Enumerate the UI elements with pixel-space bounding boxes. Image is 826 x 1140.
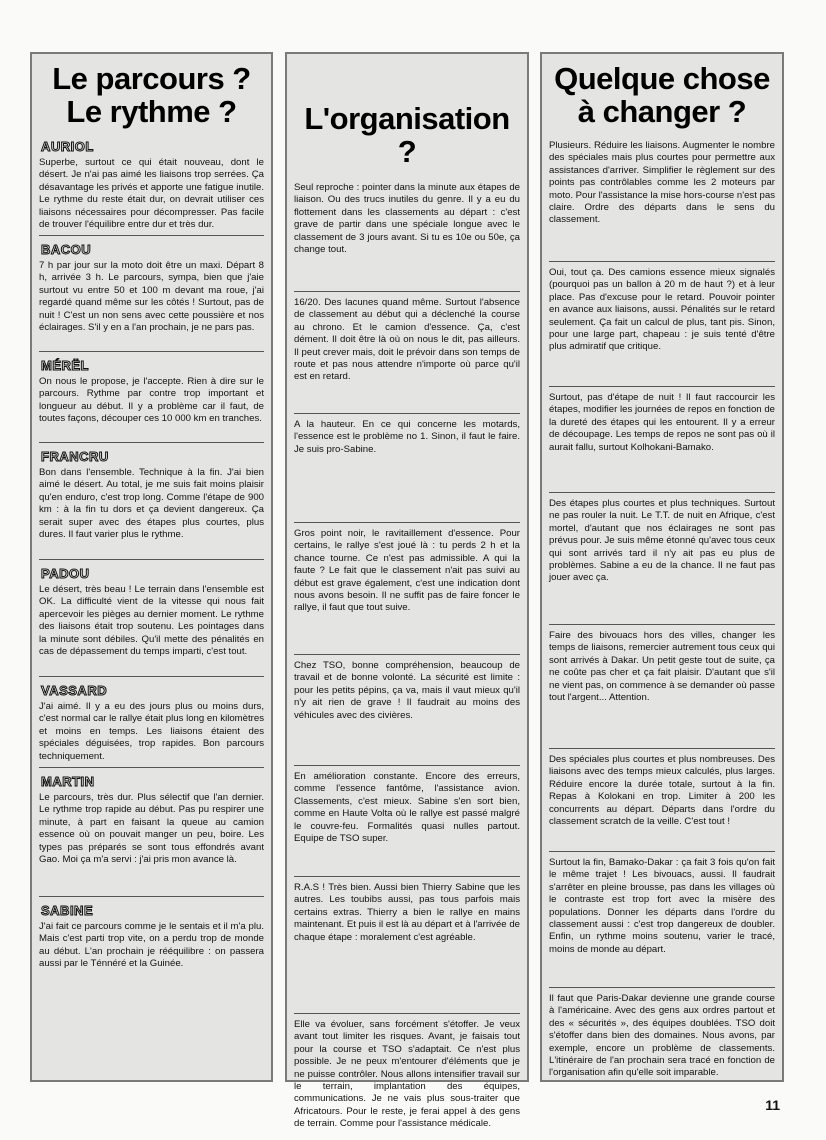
entry-merel — [39, 357, 264, 437]
rider-name: SABINE — [41, 903, 94, 918]
column-parcours — [30, 52, 273, 1082]
changer-entry — [549, 754, 775, 846]
entry-text: J'ai fait ce parcours comme je le sentais et il m'a plu. Mais c'est parti trop vite, on a perdu trop de monde au début. L'an prochain je rééquilibre : on passera aussi par le Ténnéré et la Guinée. — [39, 921, 264, 970]
divider — [39, 896, 264, 897]
divider — [294, 876, 520, 877]
divider — [39, 442, 264, 443]
entry-text: Faire des bivouacs hors des villes, changer les temps de liaisons, remercier autrement tous ceux qui sont arrivés à Dakar. Un petit geste tout de suite, ça ne coûte pas cher et ça fait plaisir. D'autant que s'il ne vient pas, on commence à se demander où passe tout l'argent... Attention. — [549, 630, 775, 704]
organisation-entry — [294, 182, 520, 286]
entry-martin — [39, 773, 264, 891]
entry-text: Des étapes plus courtes et plus techniques. Surtout ne pas rouler la nuit. Le T.T. de nuit en Afrique, c'est mortel, d'autant que nos éclairages ne sont pas prévus pour. Je suis même étonné qu'avec tous ceux qui sont arrivés tard il n'y ait pas eu plus de problèmes. Sabine a eu de la chance. Il ne faut pas jouer avec ça. — [549, 498, 775, 584]
divider — [294, 1013, 520, 1014]
entry-text: Bon dans l'ensemble. Technique à la fin. J'ai bien aimé le désert. Au total, je me suis fait moins plaisir qu'en enduro, c'est trop long. Comme l'étape de 900 km : à la fin tu dors et ça devient dangereux. Ça serait super avec des étapes plus courtes, plus dures. Il faut varier plus le rythme. — [39, 467, 264, 541]
organisation-entry — [294, 419, 520, 517]
divider — [549, 851, 775, 852]
entry-text: Chez TSO, bonne compréhension, beaucoup de travail et de bonne volonté. La sécurité est limite : pour les petits pépins, ça va, mais il vaut mieux qu'il n'y ait rien de grave ! Il faudrait au moins des véhicules avec des civières. — [294, 660, 520, 721]
rider-name: PADOU — [41, 566, 90, 581]
divider — [549, 492, 775, 493]
entry-text: Oui, tout ça. Des camions essence mieux signalés (pourquoi pas un ballon à 20 m de haut ?) et à leur place. Pas d'excuse pour le retard. Pouvoir pointer en avance aux liaisons, aussi. Pénalités sur le retard seulement. Ça fait un calcul de plus, tant pis. Sinon, pour une large part, chapeau : je suis tenté d'être plus admiratif que critique. — [549, 267, 775, 353]
organisation-entry — [294, 528, 520, 649]
entry-text: Le parcours, très dur. Plus sélectif que l'an dernier. Le rythme trop rapide au début. Pas pu respirer une minute, à part en faisant la queue au camion essence où on pouvait manger un peu, boire. Les types pas préparés se sont tous effondrés avant Gao. Moi ça m'a servi : j'ai pris mon avance là. — [39, 792, 264, 866]
entry-text: Des spéciales plus courtes et plus nombreuses. Des liaisons avec des temps mieux calculés, plus larges. Réduire encore la durée totale, surtout à la fin. Repas à Kolokani en trop. Limiter à 200 les concurrents au départ. Départs dans l'ordre du classement scratch de la veille. C'est tout ! — [549, 754, 775, 828]
divider — [549, 987, 775, 988]
organisation-entry — [294, 1019, 520, 1131]
divider — [39, 559, 264, 560]
rider-name: AURIOL — [41, 139, 94, 154]
changer-entry — [549, 140, 775, 256]
entry-vassard — [39, 682, 264, 762]
entry-text: Superbe, surtout ce qui était nouveau, dont le désert. Je n'ai pas aimé les liaisons trop serrées. Ça désavantage les privés et apporte une fatigue inutile. Le rythme du reste était dur, on devrait utiliser ces liaisons nécessaires pour décompresser. Pas facile de trouver l'équilibre entre dur et très dur. — [39, 157, 264, 231]
rider-name: BACOU — [41, 242, 92, 257]
changer-entry — [549, 630, 775, 743]
entry-text: En amélioration constante. Encore des erreurs, comme l'essence fantôme, l'assistance avion. Classements, c'est mieux. Sabine s'en sort bien, comme en Haute Volta où le rallye est passé malgré le couvre-feu. Formalités quasi nulles partout. Equipe de TSO super. — [294, 771, 520, 845]
entry-text: 16/20. Des lacunes quand même. Surtout l'absence de classement au début qui a déclenché la course au chrono. Et le camion d'essence. Ça, c'est dément. Il doit être là où on nous le dit, pas ailleurs. Il peut crever mais, doit le prévoir dans son temps de route et pas nous attendre n'importe où parce qu'il est en retard. — [294, 297, 520, 383]
rider-name: MÉRËL — [41, 358, 89, 373]
divider — [294, 765, 520, 766]
rider-name: MARTIN — [41, 774, 95, 789]
changer-title — [549, 62, 775, 128]
entry-text: Il faut que Paris-Dakar devienne une grande course à l'américaine. Avec des gens aux ordres partout et des « sécurités », des équipes doublées. TSO doit s'étoffer dans bien des domaines. Nous avons, par exemple, encore un problème de classements. L'itinéraire de l'an prochain sera tracé en fonction de l'organisation afin qu'elle soit imparable. — [549, 993, 775, 1079]
entry-text: A la hauteur. En ce qui concerne les motards, l'essence est le problème no 1. Sinon, il faut le faire. Je suis pro-Sabine. — [294, 419, 520, 455]
divider — [39, 767, 264, 768]
divider — [549, 748, 775, 749]
divider — [294, 522, 520, 523]
entry-auriol — [39, 138, 264, 230]
divider — [549, 261, 775, 262]
entry-text: Surtout, pas d'étape de nuit ! Il faut raccourcir les étapes, modifier les journées de repos en fonction de la dureté des étapes qui les entourent. Il y a erreur de découpage. Les temps de repos ne sont pas où il aurait fallu, surtout Kolhokani-Bamako. — [549, 392, 775, 453]
divider — [39, 235, 264, 236]
entry-text: R.A.S ! Très bien. Aussi bien Thierry Sabine que les autres. Les toubibs aussi, pas tous parfois mais certains extras. Thierry a bien le rallye en mains maintenant. Et puis il est là au départ et à l'arrivée de chaque étape : moralement c'est agréable. — [294, 882, 520, 943]
entry-text: 7 h par jour sur la moto doit être un maxi. Départ 8 h, arrivée 3 h. Le parcours, sympa, bien que j'aie surtout vu entre 50 et 100 m devant ma roue, j'ai regardé quand même sur les côtés ! Surtout, pas de nuit ! C'est un non sens avec cette poussière et nos éclairages. S'il y en a l'an prochain, je ne pars pas. — [39, 260, 264, 334]
entry-text: J'ai aimé. Il y a eu des jours plus ou moins durs, c'est normal car le rallye était plus long en kilomètres et moins en temps. Les liaisons étaient des spéciales déguisées, trop rapides. Bon parcours techniquement. — [39, 701, 264, 762]
parcours-title-line1: Le parcours ? — [52, 61, 251, 96]
organisation-entry — [294, 660, 520, 760]
divider — [549, 624, 775, 625]
changer-title-line1: Quelque chose — [554, 61, 770, 96]
organisation-entry — [294, 882, 520, 1008]
changer-entry — [549, 392, 775, 487]
entry-text: Elle va évoluer, sans forcément s'étoffer. Je veux avant tout limiter les risques. Avant, je faisais tout pour la course et TSO s'adaptait. Ce n'est plus possible. Je ne peux m'entourer d'éléments que je ne puisse contrôler. Nous allons intensifier travail sur le terrain, implantation des équipes, communications. Je ne vais plus sous-traiter que Africatours. Pour le reste, je ferai appel à des gens de terrain. Comme pour l'assistance médicale. — [294, 1019, 520, 1130]
changer-entry — [549, 267, 775, 381]
rider-name: VASSARD — [41, 683, 108, 698]
organisation-entry — [294, 771, 520, 871]
entry-text: Seul reproche : pointer dans la minute aux étapes de liaison. Ou des trucs inutiles du genre. Il y a eu du flottement dans les classements au départ : c'est grave de partir dans une spéciale longue avec le classement de 3 jours avant. Si tu es 10e ou 50e, ça change tout. — [294, 182, 520, 256]
column-changer — [540, 52, 784, 1082]
changer-entry — [549, 857, 775, 982]
divider — [39, 676, 264, 677]
entry-text: Gros point noir, le ravitaillement d'essence. Pour certains, le rallye s'est joué là : tu perds 2 h et la chance tourne. Ce n'est pas admissible. A qui la faute ? Le fait que le classement n'ait pas suivi au début est grave également, c'est une indication dont nous avons besoin. Il ne suffit pas de faire foncer le rallye, il faut que tout suive. — [294, 528, 520, 614]
page-number: 11 — [765, 1097, 780, 1113]
column-organisation — [285, 52, 529, 1130]
rider-name: FRANCRU — [41, 449, 109, 464]
parcours-title-line2: Le rythme ? — [66, 94, 237, 129]
entry-bacou — [39, 241, 264, 346]
divider — [294, 654, 520, 655]
entry-sabine — [39, 902, 264, 971]
divider — [294, 413, 520, 414]
entry-padou — [39, 565, 264, 671]
divider — [294, 291, 520, 292]
entry-francru — [39, 448, 264, 554]
changer-entry — [549, 993, 775, 1080]
divider — [39, 351, 264, 352]
organisation-entry — [294, 297, 520, 408]
entry-text: Surtout la fin, Bamako-Dakar : ça fait 3 fois qu'on fait le même trajet ! Les bivouacs, aussi. Il faudrait s'arrêter en pleine brousse, pas dans les villages où le contraste est trop fort avec la misère des populations. Donner les départs dans l'ordre du classement aussi : c'est trop dangereux de doubler. Enfin, un rythme moins soutenu, varier le tracé, moins de monde au départ. — [549, 857, 775, 955]
entry-text: Le désert, très beau ! Le terrain dans l'ensemble est OK. La difficulté vient de la vitesse qui nous fait apercevoir les pièges au dernier moment. Le rythme des liaisons était trop soutenu. Les pointages dans la minute sont débiles. Qu'il mette des pénalités en cas de dépassement du temps imparti, c'est tout. — [39, 584, 264, 658]
entry-text: On nous le propose, je l'accepte. Rien à dire sur le parcours. Rythme par contre trop important et longueur au début. Il y a problème car il faut, de toutes façons, découper ces 10 000 km en tranches. — [39, 376, 264, 425]
entry-text: Plusieurs. Réduire les liaisons. Augmenter le nombre des spéciales mais plus courtes pour permettre aux assistances d'arriver. Simplifier le règlement sur des points pas contrôlables comme les 2 moteurs par moto. Pour l'assistance la mise hors-course n'est pas claire. Ordre des départs dans le sens du classement. — [549, 140, 776, 226]
organisation-title: L'organisation ? — [304, 101, 510, 169]
parcours-title — [39, 62, 264, 128]
changer-title-line2: à changer ? — [577, 94, 747, 129]
divider — [549, 386, 775, 387]
changer-entry — [549, 498, 775, 619]
